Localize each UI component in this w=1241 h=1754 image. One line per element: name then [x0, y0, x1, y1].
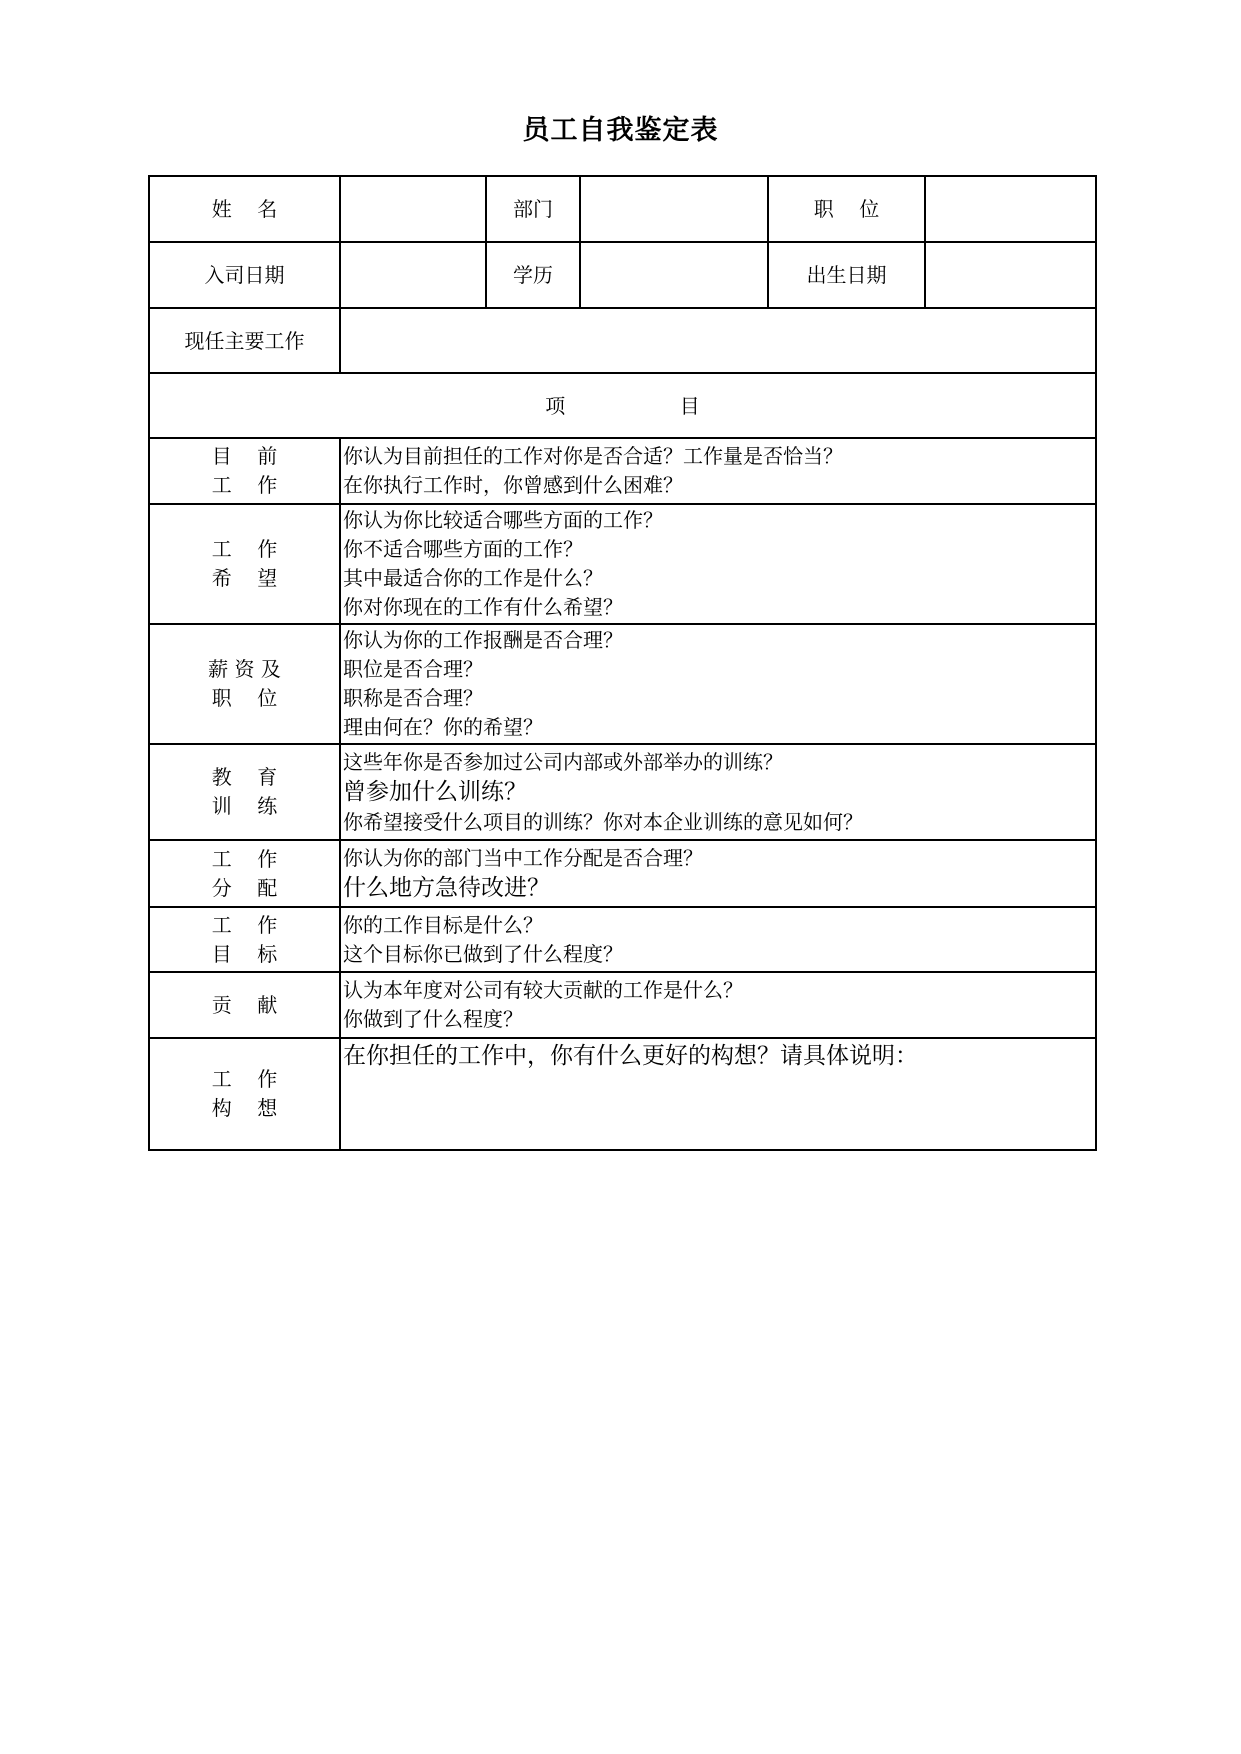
section-questions[interactable]: 认为本年度对公司有较大贡献的工作是什么？ 你做到了什么程度？: [340, 972, 1096, 1038]
education-field[interactable]: [580, 242, 768, 308]
name-label: 姓 名: [149, 176, 340, 242]
name-field[interactable]: [340, 176, 486, 242]
join-date-field[interactable]: [340, 242, 486, 308]
section-questions[interactable]: 你认为你的工作报酬是否合理？ 职位是否合理？ 职称是否合理？ 理由何在？你的希望？: [340, 624, 1096, 744]
birth-date-field[interactable]: [925, 242, 1096, 308]
section-questions[interactable]: 你认为你比较适合哪些方面的工作？ 你不适合哪些方面的工作？ 其中最适合你的工作是什么？ 你对你现在的工作有什么希望？: [340, 504, 1096, 624]
self-evaluation-table: [148, 175, 1097, 1151]
section-questions[interactable]: 这些年你是否参加过公司内部或外部举办的训练？ 曾参加什么训练？ 你希望接受什么项目的训练？你对本企业训练的意见如何？: [340, 744, 1096, 840]
department-label: 部门: [486, 176, 580, 242]
position-field[interactable]: [925, 176, 1096, 242]
current-work-field[interactable]: [340, 308, 1096, 373]
section-label: 工 作 分 配: [149, 840, 340, 907]
section-questions[interactable]: 你认为你的部门当中工作分配是否合理？ 什么地方急待改进？: [340, 840, 1096, 907]
section-label: 工 作 希 望: [149, 504, 340, 624]
section-questions[interactable]: 你认为目前担任的工作对你是否合适？工作量是否恰当？ 在你执行工作时，你曾感到什么困难？: [340, 438, 1096, 504]
items-header: 项 目: [149, 373, 1096, 438]
birth-date-label: 出生日期: [768, 242, 925, 308]
education-label: 学历: [486, 242, 580, 308]
join-date-label: 入司日期: [149, 242, 340, 308]
section-label: 工 作 构 想: [149, 1038, 340, 1150]
position-label: 职 位: [768, 176, 925, 242]
section-label: 薪 资 及 职 位: [149, 624, 340, 744]
section-label: 教 育 训 练: [149, 744, 340, 840]
section-label: 工 作 目 标: [149, 907, 340, 972]
section-label: 目 前 工 作: [149, 438, 340, 504]
section-questions[interactable]: 你的工作目标是什么？ 这个目标你已做到了什么程度？: [340, 907, 1096, 972]
section-label: 贡 献: [149, 972, 340, 1038]
department-field[interactable]: [580, 176, 768, 242]
section-questions[interactable]: 在你担任的工作中，你有什么更好的构想？请具体说明：: [340, 1038, 1096, 1150]
form-title: 员工自我鉴定表: [522, 115, 719, 146]
current-work-label: 现任主要工作: [149, 308, 340, 373]
